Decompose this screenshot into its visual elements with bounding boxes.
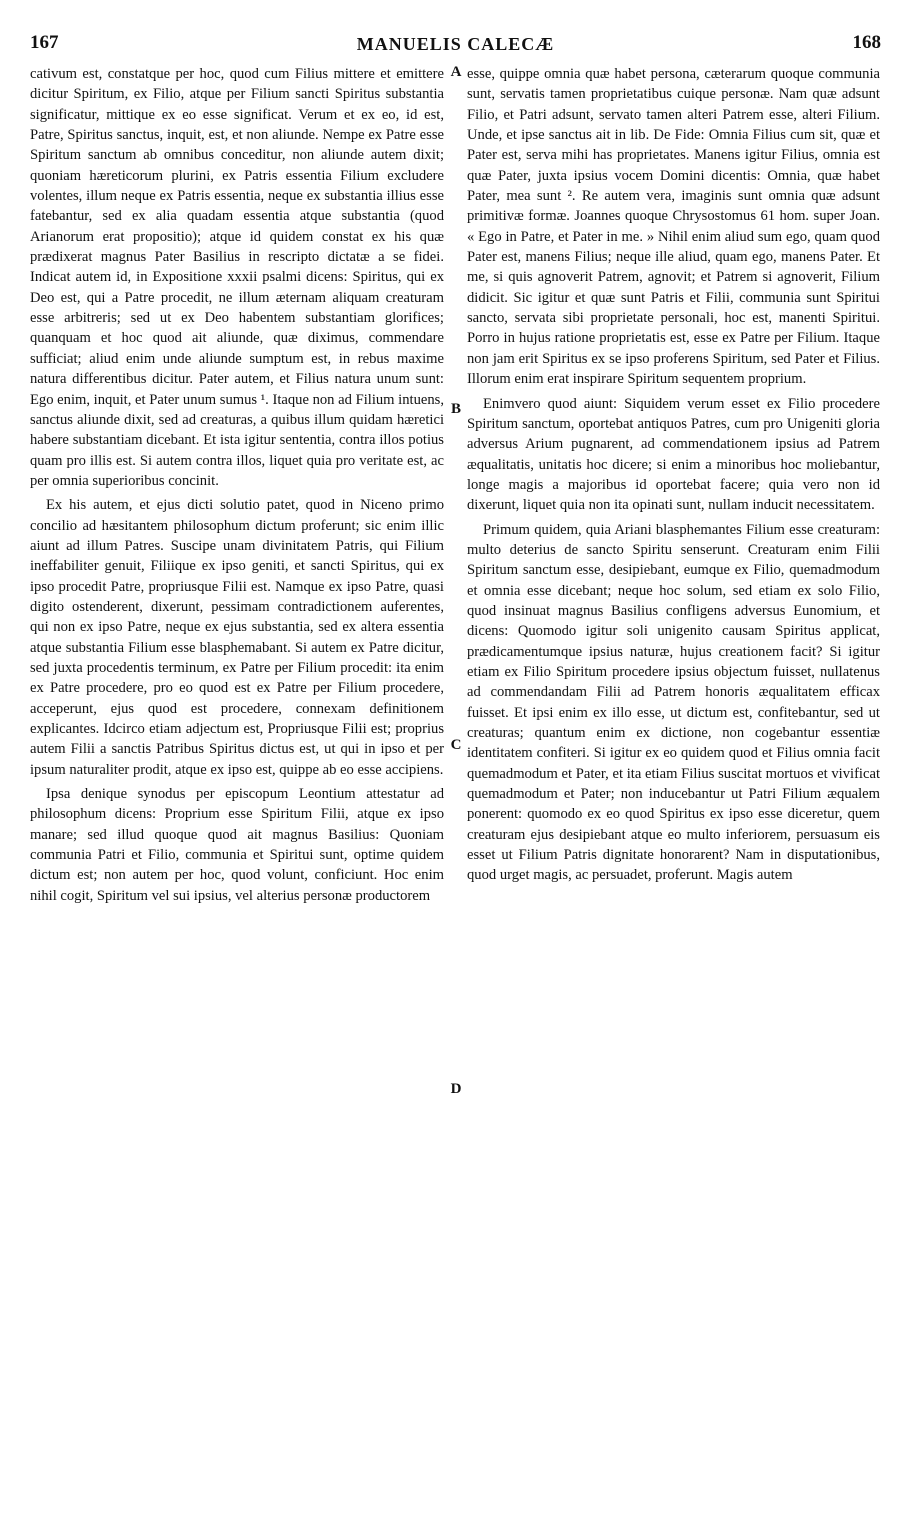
- left-paragraph-1: cativum est, constatque per hoc, quod cum Filius mittere et emittere dicitur Spiritum, ex Filio, atque per Filium sancti Spiritus substantia significatur, mittique ex eo esse significat. Verum et ex eo, id est, Patre, Spiritus sanctus, inquit, est, et non aliunde. Nempe ex Patre esse Spiritum sanctum ab omnibus conceditur, non aliunde autem dixit; quoniam hæreticorum plurini, ex Patris essentia Filium excludere volentes, illum neque ex Patris essentia, neque ex substantia illius esse fatebantur, sed ex alia quadam essentia atque substantia (quod Arianorum erat propositio); atque id quidem constat ex his quæ prædixerat magnus Pater Basilius in rescripto dictatæ a se fidei. Indicat autem id, in Expositione xxxii psalmi dicens: Spiritus, qui ex Deo est, qui a Patre procedit, ne illum æternam aliquam creaturam esse arbitreris; sed ut ex Deo habentem substantiam glorifices; quanquam et hoc quod ait aliunde, quæ diximus, commendare sufficiat; aliud enim unde aliunde sumptum est, in rebus maxime natura differentibus dicitur. Pater autem, et Filius natura unum sunt: Ego enim, inquit, et Pater unum sumus ¹. Itaque non ad Filium intuens, sanctus aliunde dixit, sed ad creaturas, a quibus illum quidam hæretici habere substantiam dicebant. Et ista igitur sententia, contra illos potius quam pro illis est. Si autem contra illos, liquet quia pro veritate est, ac per omnia superioribus concinit.: [30, 66, 444, 489]
- right-paragraph-2: Enimvero quod aiunt: Siquidem verum esset ex Filio procedere Spiritum sanctum, oportebat antiquos Patres, cum pro Unigeniti gloria adversus Arium pugnarent, ad commendationem ipsius ad Patrem æqualitatis, unitatis hoc dicere; si enim a minoribus hoc moliebantur, longe magis a majoribus id oportebat facere; quia vero non id dixerunt, liquet quia non ita opinati sunt, nullam inducit necessitatem.: [467, 395, 880, 514]
- left-paragraph-3: Ipsa denique synodus per episcopum Leontium attestatur ad philosophum dicens: Proprium esse Spiritum Filii, atque ex ipso manare; sed illud quoque quod ait magnus Basilius: Quoniam communia Patri et Filio, communia et Spiritui sunt, optime quidem dictum est; non autem per hoc, quod volunt, conficiunt. Hoc enim nihil cogit, Spiritum vel sui ipsius, vel alterius personæ productorem: [30, 786, 444, 904]
- right-paragraph-3: Primum quidem, quia Ariani blasphemantes Filium esse creaturam: multo deterius de sancto Spiritu senserunt. Creaturam enim Filii Spiritum sanctum esse, desipiebant, eumque ex Filio, quemadmodum et omnia esse dicebant; neque hoc solum, sed etiam ex solo Filio, quod insinuat magnus Basilius confligens adversus Eunomium, et dicens: Quomodo igitur soli unigenito causam Spiritus applicat, prædicamentumque ipsius naturæ, hujus creationem facit? Si igitur etiam ex Filio Spiritum procedere ipsius objectum fuisset, nullatenus ad commendandam Filii ad Patrem honoris æqualitatem efficax fuisset. Et ipsi enim ex illo esse, ut dictum est, confitebantur, sed ut creaturas; quantum enim ex dictione, non cogebantur essentiæ identitatem confiteri. Si igitur ex eo quidem quod et Filius omnia facit quemadmodum et Pater, et ita etiam Filius suscitat mortuos et vivificat quemadmodum et Pater; non inducebantur ut Patri Filium æqualem ponerent: quomodo ex eo quod Spiritus ex ipso esse diceretur, quem creaturam ejus desipiebant atque eo multo inferiorem, persuasum eis esset ut Filium Patris dignitate honorarent? Nam in disputationibus, quod urget magis, ac persuadet, proferunt. Magis autem: [467, 521, 880, 884]
- right-column: [467, 64, 880, 1394]
- section-marker-c: C: [450, 737, 462, 753]
- page-number-right: 168: [852, 32, 881, 53]
- section-marker-a: A: [450, 64, 462, 80]
- left-column: [30, 64, 444, 1394]
- page-number-left: 167: [30, 32, 59, 53]
- section-marker-d: D: [450, 1081, 462, 1097]
- running-title: MANUELIS CALECÆ: [356, 34, 555, 54]
- page-header: [30, 28, 881, 62]
- section-marker-b: B: [450, 401, 461, 417]
- left-paragraph-2: Ex his autem, et ejus dicti solutio patet, quod in Niceno primo concilio ad hæsitantem philosophum dictum proferunt; sic enim illic aiunt ad illum Patres. Suscipe unam divinitatem Patris, qui Filium ineffabiliter genuit, Filiique ex ipso geniti, et sancti Spiritus, qui ex ipso procedit Patre, propriusque Filii est. Namque ex ipso Patre, quasi digito ostenderent, dixerunt, pessimam contradictionem auferentes, qui non ex ipso Patre, neque ex ejus substantia, sed ex altera essentia atque substantia Filium esse blasphemabant. Si autem ex Patre dicitur, sed juxta procedentis terminum, ex Patre per Filium procedit: ita enim ex Patre procedere, pro eo quod est ex Patre per Filium procedere, acceperunt, ejus quod est procedere, connexam definitionem explicantes. Idcirco etiam adjectum est, Propriusque Filii est; proprius autem Filii a sanctis Patribus Spiritus dictus est, ut qui in ipso et per ipsum naturaliter prodit, atque ex ipso est, quippe ab eo esse accipiens.: [30, 497, 444, 778]
- right-paragraph-1: esse, quippe omnia quæ habet persona, cæterarum quoque communia sunt, servatis tamen proprietatibus cuique personæ. Nam quæ adsunt Filio, et Patri adsunt, servato tamen alteri Patrem esse, alteri Filium. Unde, et ipse sanctus ait in lib. De Fide: Omnia Filius cum sit, quæ et Pater est, serva mihi has proprietates. Manens igitur Filius, omnia est quæ Pater, juxta ipsius vocem Domini dicentis: Omnia, quæ habet Pater, mea sunt ². Re autem vera, imaginis sunt omnia quæ adsunt primitivæ formæ. Joannes quoque Chrysostomus 61 hom. super Joan. « Ego in Patre, et Pater in me. » Nihil enim aliud sum ego, quam quod Pater est, manens Filius; neque ille aliud, quam ego, manens Pater. Et me, si quis agnoverit Patrem, agnovit; et Patrem si agnoverit, Filium didicit. Sic igitur et quæ sunt Patris et Filii, communia sunt Spiritui sancto, servata sibi proprietate personali, hoc est, manenti Spiritui. Porro in hujus ratione proprietatis est, esse ex Patre per Filium. Itaque non jam erit Spiritus ex se ipso proferens Spiritum, sed Pater et Filius. Illorum enim erat inspirare Spiritum sequentem proprium.: [467, 66, 880, 388]
